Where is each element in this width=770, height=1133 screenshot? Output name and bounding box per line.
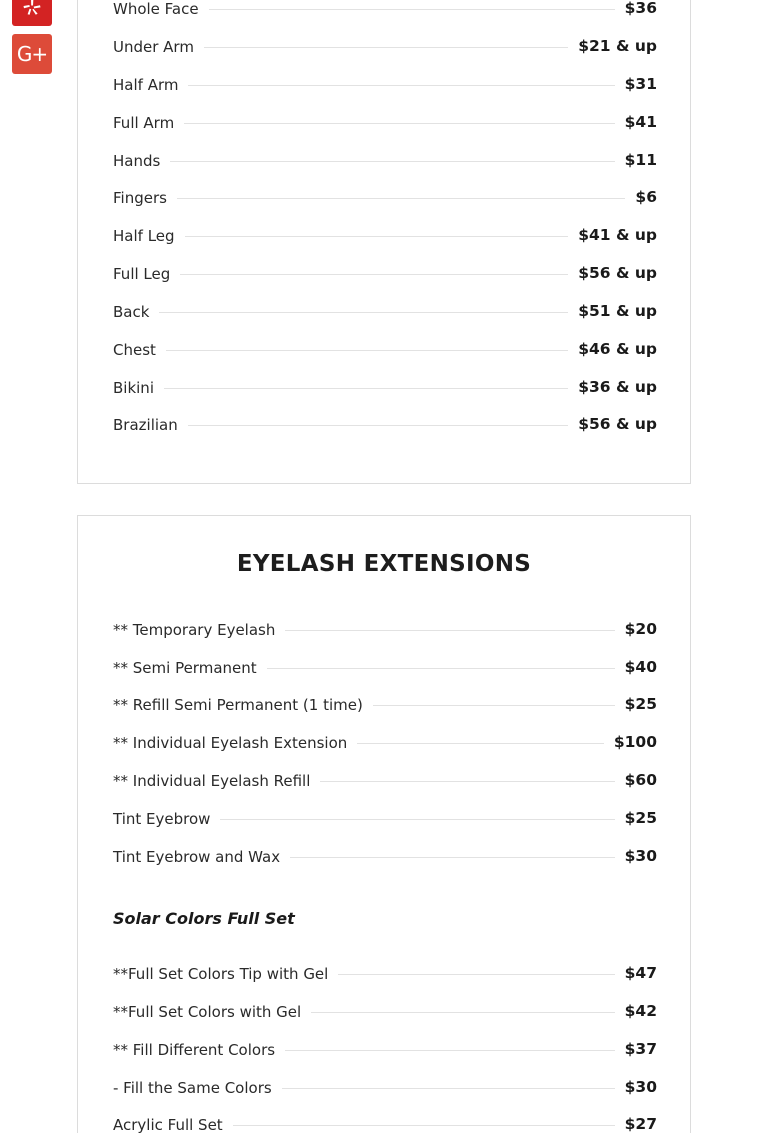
item-price: $51 & up bbox=[578, 302, 657, 320]
item-price: $100 bbox=[613, 733, 657, 751]
item-price: $41 & up bbox=[578, 226, 657, 244]
menu-item bbox=[113, 845, 657, 869]
menu-item bbox=[113, 618, 657, 642]
menu-item bbox=[113, 656, 657, 680]
item-price: $36 bbox=[624, 0, 657, 17]
item-name: **Full Set Colors with Gel bbox=[113, 1003, 302, 1021]
dot-leader bbox=[166, 350, 568, 351]
item-price: $25 bbox=[624, 809, 657, 827]
item-price: $42 bbox=[624, 1002, 657, 1020]
item-name: Under Arm bbox=[113, 38, 194, 56]
item-name: Brazilian bbox=[113, 416, 178, 434]
dot-leader bbox=[282, 1088, 615, 1089]
menu-item bbox=[113, 224, 657, 248]
dot-leader bbox=[164, 388, 568, 389]
dot-leader bbox=[373, 705, 615, 706]
item-name: ** Individual Eyelash Refill bbox=[113, 772, 311, 790]
dot-leader bbox=[220, 819, 614, 820]
menu-item bbox=[113, 1038, 657, 1062]
item-price: $36 & up bbox=[578, 378, 657, 396]
item-price: $30 bbox=[624, 1078, 657, 1096]
item-price: $30 bbox=[624, 847, 657, 865]
item-price: $11 bbox=[624, 151, 657, 169]
item-price: $46 & up bbox=[578, 340, 657, 358]
dot-leader bbox=[159, 312, 568, 313]
menu-item bbox=[113, 1076, 657, 1100]
item-name: Half Leg bbox=[113, 227, 175, 245]
dot-leader bbox=[209, 9, 615, 10]
menu-item bbox=[113, 962, 657, 986]
menu-item bbox=[113, 149, 657, 173]
item-price: $6 bbox=[635, 188, 657, 206]
item-name: **Full Set Colors Tip with Gel bbox=[113, 965, 329, 983]
menu-item bbox=[113, 1000, 657, 1024]
dot-leader bbox=[233, 1125, 615, 1126]
google-plus-icon: G+ bbox=[16, 42, 48, 66]
item-name: Acrylic Full Set bbox=[113, 1116, 223, 1133]
dot-leader bbox=[184, 123, 614, 124]
menu-item bbox=[113, 693, 657, 717]
yelp-button[interactable] bbox=[12, 0, 52, 26]
dot-leader bbox=[204, 47, 568, 48]
menu-item bbox=[113, 807, 657, 831]
menu-item bbox=[113, 73, 657, 97]
menu-item bbox=[113, 0, 657, 21]
item-name: ** Temporary Eyelash bbox=[113, 621, 276, 639]
menu-item bbox=[113, 1113, 657, 1133]
item-price: $27 bbox=[624, 1115, 657, 1133]
item-price: $37 bbox=[624, 1040, 657, 1058]
dot-leader bbox=[285, 1050, 615, 1051]
eyelash-menu-card bbox=[77, 515, 691, 1133]
menu-item bbox=[113, 731, 657, 755]
item-price: $20 bbox=[624, 620, 657, 638]
menu-item bbox=[113, 111, 657, 135]
menu-item bbox=[113, 338, 657, 362]
item-name: Half Arm bbox=[113, 76, 179, 94]
menu-item bbox=[113, 186, 657, 210]
dot-leader bbox=[285, 630, 614, 631]
dot-leader bbox=[290, 857, 615, 858]
item-name: Bikini bbox=[113, 379, 154, 397]
item-price: $40 bbox=[624, 658, 657, 676]
item-price: $21 & up bbox=[578, 37, 657, 55]
item-name: Whole Face bbox=[113, 0, 199, 18]
item-name: ** Individual Eyelash Extension bbox=[113, 734, 348, 752]
item-name: ** Refill Semi Permanent (1 time) bbox=[113, 696, 363, 714]
google-plus-button[interactable] bbox=[12, 34, 52, 74]
item-name: ** Semi Permanent bbox=[113, 659, 257, 677]
item-price: $60 bbox=[624, 771, 657, 789]
item-price: $56 & up bbox=[578, 264, 657, 282]
dot-leader bbox=[170, 161, 614, 162]
dot-leader bbox=[185, 236, 569, 237]
item-name: Full Leg bbox=[113, 265, 171, 283]
item-name: Full Arm bbox=[113, 114, 175, 132]
menu-item bbox=[113, 35, 657, 59]
item-price: $56 & up bbox=[578, 415, 657, 433]
item-name: Chest bbox=[113, 341, 156, 359]
dot-leader bbox=[180, 274, 568, 275]
item-name: - Fill the Same Colors bbox=[113, 1079, 272, 1097]
item-price: $25 bbox=[624, 695, 657, 713]
item-name: Back bbox=[113, 303, 150, 321]
item-name: Fingers bbox=[113, 189, 167, 207]
item-name: Hands bbox=[113, 152, 161, 170]
menu-item bbox=[113, 300, 657, 324]
subheading: Solar Colors Full Set bbox=[113, 909, 295, 928]
dot-leader bbox=[177, 198, 625, 199]
item-name: Tint Eyebrow bbox=[113, 810, 211, 828]
dot-leader bbox=[188, 85, 614, 86]
waxing-menu-card bbox=[77, 0, 691, 484]
menu-item bbox=[113, 262, 657, 286]
item-price: $47 bbox=[624, 964, 657, 982]
item-name: Tint Eyebrow and Wax bbox=[113, 848, 281, 866]
yelp-icon bbox=[20, 0, 44, 18]
dot-leader bbox=[267, 668, 615, 669]
dot-leader bbox=[320, 781, 614, 782]
dot-leader bbox=[311, 1012, 614, 1013]
menu-item bbox=[113, 413, 657, 437]
dot-leader bbox=[357, 743, 604, 744]
item-price: $31 bbox=[624, 75, 657, 93]
item-name: ** Fill Different Colors bbox=[113, 1041, 276, 1059]
section-title: EYELASH EXTENSIONS bbox=[236, 551, 532, 577]
dot-leader bbox=[338, 974, 614, 975]
menu-item bbox=[113, 376, 657, 400]
item-price: $41 bbox=[624, 113, 657, 131]
dot-leader bbox=[188, 425, 568, 426]
menu-item bbox=[113, 769, 657, 793]
